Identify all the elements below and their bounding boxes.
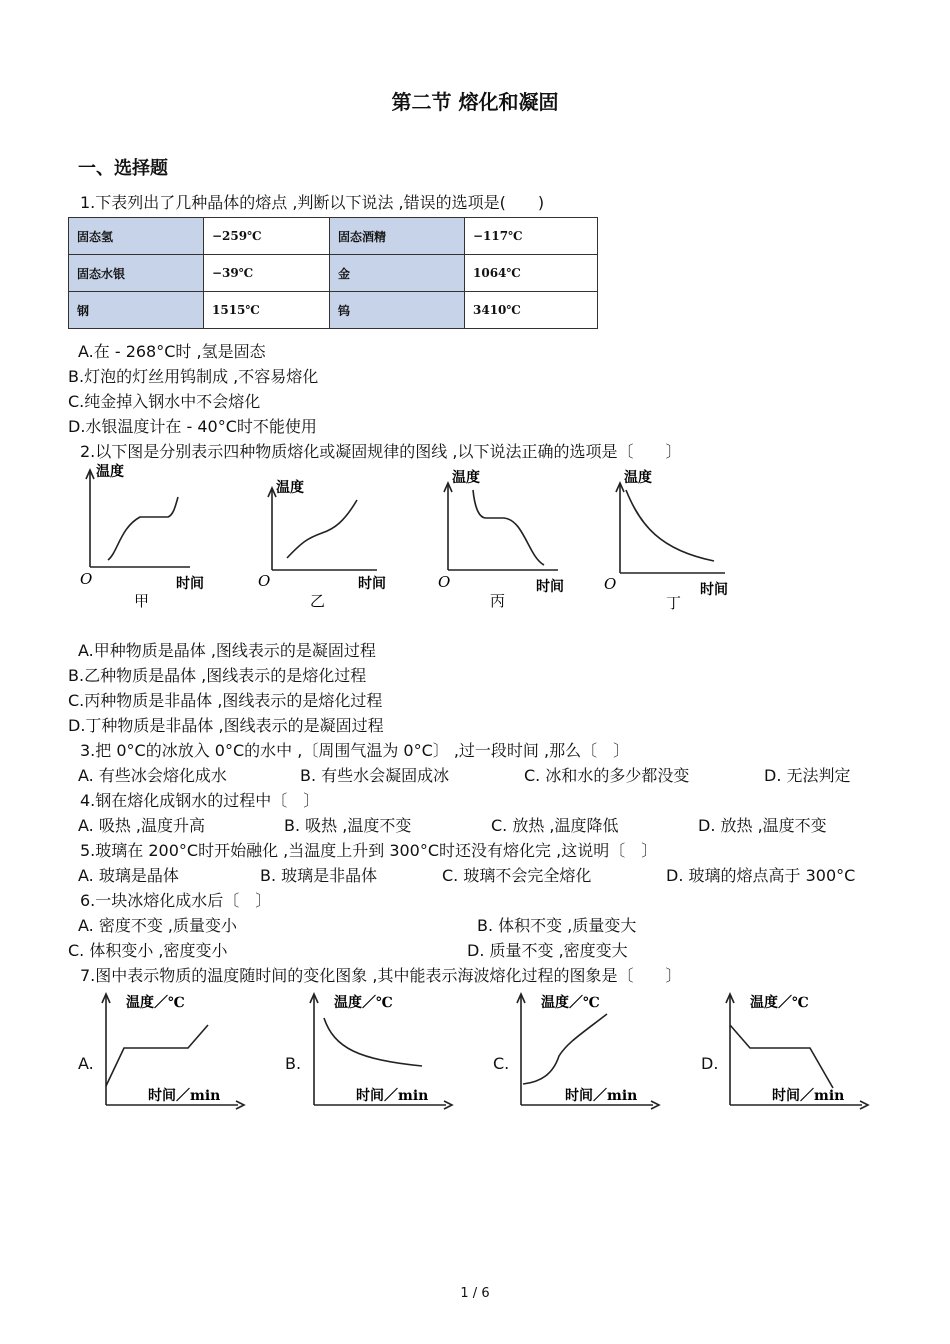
page-title: 第二节 熔化和凝固	[391, 90, 559, 114]
x-axis-label: 时间／min	[565, 1088, 638, 1104]
graph-ding	[600, 460, 760, 615]
q2-option-c[interactable]: C.丙种物质是非晶体 ,图线表示的是熔化过程	[68, 691, 383, 710]
table-cell: 钢	[69, 292, 204, 329]
q4-option-a[interactable]: A. 吸热 ,温度升高	[78, 816, 206, 835]
y-axis-label: 温度／℃	[334, 995, 393, 1011]
q4-option-c[interactable]: C. 放热 ,温度降低	[491, 816, 619, 835]
q5-option-b[interactable]: B. 玻璃是非晶体	[260, 866, 378, 885]
table-cell: 固态氢	[69, 218, 204, 255]
table-cell: −259℃	[204, 218, 330, 255]
q1-option-b[interactable]: B.灯泡的灯丝用钨制成 ,不容易熔化	[68, 367, 319, 386]
y-axis-label: 温度／℃	[750, 995, 809, 1011]
q7-option-b[interactable]: B.	[285, 1054, 302, 1073]
table-cell: −39℃	[204, 255, 330, 292]
y-axis-label: 温度	[624, 470, 652, 486]
y-axis-label: 温度	[96, 464, 124, 480]
q7-option-a[interactable]: A.	[78, 1054, 94, 1073]
q2-option-a[interactable]: A.甲种物质是晶体 ,图线表示的是凝固过程	[78, 641, 376, 660]
table-row	[69, 218, 598, 255]
y-axis-label: 温度	[276, 480, 304, 496]
graph-q7-a[interactable]	[96, 988, 246, 1113]
table-cell: 固态酒精	[330, 218, 465, 255]
q3-option-d[interactable]: D. 无法判定	[764, 766, 851, 785]
graph-q7-d[interactable]	[720, 988, 870, 1113]
section-heading: 一、选择题	[78, 158, 168, 179]
q6-option-c[interactable]: C. 体积变小 ,密度变小	[68, 941, 228, 960]
q4-stem: 4.钢在熔化成钢水的过程中〔 〕	[80, 791, 320, 810]
x-axis-label: 时间	[700, 582, 728, 598]
q6-option-a[interactable]: A. 密度不变 ,质量变小	[78, 916, 238, 935]
x-axis-label: 时间／min	[772, 1088, 845, 1104]
graph-name: 乙	[310, 592, 326, 610]
graph-name: 甲	[134, 592, 150, 610]
q3-stem: 3.把 0°C的冰放入 0°C的水中 ,〔周围气温为 0°C〕 ,过一段时间 ,那么〔 〕	[80, 741, 630, 760]
y-axis-label: 温度／℃	[126, 995, 185, 1011]
q6-stem: 6.一块冰熔化成水后〔 〕	[80, 891, 272, 910]
table-row	[69, 292, 598, 329]
graph-name: 丙	[490, 592, 506, 610]
graph-jia	[70, 460, 230, 615]
origin-label: O	[258, 572, 271, 590]
graph-bing	[428, 460, 588, 615]
table-row	[69, 255, 598, 292]
q6-option-b[interactable]: B. 体积不变 ,质量变大	[477, 916, 637, 935]
page-number: 1 / 6	[460, 1286, 490, 1301]
origin-label: O	[604, 575, 617, 593]
q5-stem: 5.玻璃在 200°C时开始融化 ,当温度上升到 300°C时还没有熔化完 ,这说明〔 〕	[80, 841, 658, 860]
table-cell: 固态水银	[69, 255, 204, 292]
melting-point-table	[68, 217, 598, 329]
q1-option-a[interactable]: A.在 - 268°C时 ,氢是固态	[78, 342, 266, 361]
q3-option-c[interactable]: C. 冰和水的多少都没变	[524, 766, 690, 785]
x-axis-label: 时间／min	[148, 1088, 221, 1104]
graph-yi	[252, 460, 412, 615]
origin-label: O	[80, 570, 93, 588]
origin-label: O	[438, 573, 451, 591]
table-cell: 1515℃	[204, 292, 330, 329]
q6-option-d[interactable]: D. 质量不变 ,密度变大	[467, 941, 628, 960]
q3-option-b[interactable]: B. 有些水会凝固成冰	[300, 766, 450, 785]
x-axis-label: 时间／min	[356, 1088, 429, 1104]
q2-option-b[interactable]: B.乙种物质是晶体 ,图线表示的是熔化过程	[68, 666, 367, 685]
q5-option-d[interactable]: D. 玻璃的熔点高于 300°C	[666, 866, 856, 885]
q7-stem: 7.图中表示物质的温度随时间的变化图象 ,其中能表示海波熔化过程的图象是〔 〕	[80, 966, 682, 985]
q1-option-c[interactable]: C.纯金掉入钢水中不会熔化	[68, 392, 261, 411]
graph-name: 丁	[666, 594, 682, 612]
q3-option-a[interactable]: A. 有些冰会熔化成水	[78, 766, 227, 785]
graph-q7-b[interactable]	[304, 988, 454, 1113]
q2-stem: 2.以下图是分别表示四种物质熔化或凝固规律的图线 ,以下说法正确的选项是〔 〕	[80, 442, 682, 461]
graph-q7-c[interactable]	[511, 988, 661, 1113]
x-axis-label: 时间	[176, 576, 204, 592]
q7-option-d[interactable]: D.	[701, 1054, 719, 1073]
q4-option-d[interactable]: D. 放热 ,温度不变	[698, 816, 827, 835]
q5-option-c[interactable]: C. 玻璃不会完全熔化	[442, 866, 592, 885]
q4-option-b[interactable]: B. 吸热 ,温度不变	[284, 816, 412, 835]
q5-option-a[interactable]: A. 玻璃是晶体	[78, 866, 179, 885]
q2-option-d[interactable]: D.丁种物质是非晶体 ,图线表示的是凝固过程	[68, 716, 384, 735]
y-axis-label: 温度／℃	[541, 995, 600, 1011]
table-cell: 金	[330, 255, 465, 292]
table-cell: 3410℃	[465, 292, 598, 329]
q1-stem: 1.下表列出了几种晶体的熔点 ,判断以下说法 ,错误的选项是( )	[80, 193, 545, 212]
y-axis-label: 温度	[452, 470, 480, 486]
table-cell: −117℃	[465, 218, 598, 255]
table-cell: 1064℃	[465, 255, 598, 292]
table-cell: 钨	[330, 292, 465, 329]
q1-option-d[interactable]: D.水银温度计在 - 40°C时不能使用	[68, 417, 317, 436]
q7-option-c[interactable]: C.	[493, 1054, 510, 1073]
x-axis-label: 时间	[536, 579, 564, 595]
x-axis-label: 时间	[358, 576, 386, 592]
